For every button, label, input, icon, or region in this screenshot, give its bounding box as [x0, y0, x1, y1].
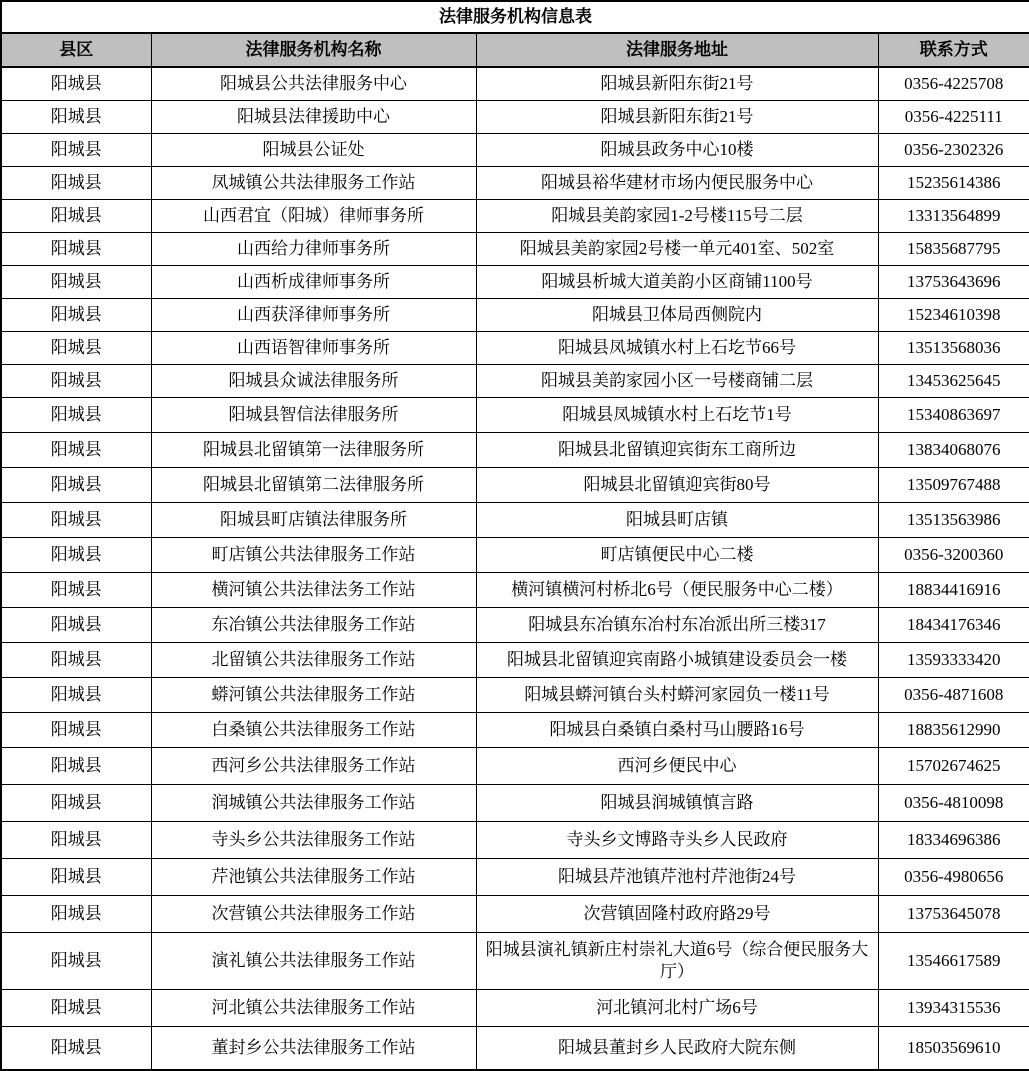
address-cell: 阳城县北留镇迎宾街东工商所边: [476, 432, 878, 467]
table-row: [1, 537, 1029, 572]
phone-cell: 15702674625: [878, 747, 1029, 784]
table-row: [1, 1026, 1029, 1070]
county-cell: 阳城县: [1, 989, 151, 1026]
org-name-cell: 阳城县众诚法律服务所: [151, 364, 476, 397]
table-row: [1, 331, 1029, 364]
county-cell: 阳城县: [1, 642, 151, 677]
address-cell: 阳城县凤城镇水村上石圪节66号: [476, 331, 878, 364]
phone-cell: 0356-4980656: [878, 858, 1029, 895]
address-cell: 阳城县新阳东街21号: [476, 67, 878, 100]
org-name-cell: 蟒河镇公共法律服务工作站: [151, 677, 476, 712]
org-name-cell: 町店镇公共法律服务工作站: [151, 537, 476, 572]
column-header-address: 法律服务地址: [476, 33, 878, 67]
table-row: [1, 989, 1029, 1026]
county-cell: 阳城县: [1, 502, 151, 537]
address-cell: 阳城县美韵家园1-2号楼115号二层: [476, 199, 878, 232]
phone-cell: 0356-4871608: [878, 677, 1029, 712]
phone-cell: 0356-3200360: [878, 537, 1029, 572]
org-name-cell: 白桑镇公共法律服务工作站: [151, 712, 476, 747]
column-header-county: 县区: [1, 33, 151, 67]
county-cell: 阳城县: [1, 747, 151, 784]
address-cell: 阳城县美韵家园小区一号楼商铺二层: [476, 364, 878, 397]
phone-cell: 0356-2302326: [878, 133, 1029, 166]
address-cell: 横河镇横河村桥北6号（便民服务中心二楼）: [476, 572, 878, 607]
county-cell: 阳城县: [1, 199, 151, 232]
address-cell: 阳城县凤城镇水村上石圪节1号: [476, 397, 878, 432]
county-cell: 阳城县: [1, 537, 151, 572]
county-cell: 阳城县: [1, 166, 151, 199]
table-row: [1, 67, 1029, 100]
org-name-cell: 阳城县智信法律服务所: [151, 397, 476, 432]
org-name-cell: 阳城县法律援助中心: [151, 100, 476, 133]
table-row: [1, 502, 1029, 537]
org-name-cell: 阳城县北留镇第一法律服务所: [151, 432, 476, 467]
table-row: [1, 432, 1029, 467]
county-cell: 阳城县: [1, 821, 151, 858]
org-name-cell: 凤城镇公共法律服务工作站: [151, 166, 476, 199]
org-name-cell: 芹池镇公共法律服务工作站: [151, 858, 476, 895]
address-cell: 阳城县蟒河镇台头村蟒河家园负一楼11号: [476, 677, 878, 712]
column-header-phone: 联系方式: [878, 33, 1029, 67]
org-name-cell: 阳城县北留镇第二法律服务所: [151, 467, 476, 502]
address-cell: 阳城县新阳东街21号: [476, 100, 878, 133]
address-cell: 阳城县析城大道美韵小区商铺1100号: [476, 265, 878, 298]
address-cell: 阳城县裕华建材市场内便民服务中心: [476, 166, 878, 199]
table-row: [1, 607, 1029, 642]
phone-cell: 18503569610: [878, 1026, 1029, 1070]
table-row: [1, 467, 1029, 502]
table-row: [1, 232, 1029, 265]
table-row: [1, 712, 1029, 747]
county-cell: 阳城县: [1, 784, 151, 821]
table-row: [1, 298, 1029, 331]
org-name-cell: 北留镇公共法律服务工作站: [151, 642, 476, 677]
phone-cell: 13509767488: [878, 467, 1029, 502]
phone-cell: 13834068076: [878, 432, 1029, 467]
phone-cell: 18334696386: [878, 821, 1029, 858]
org-name-cell: 演礼镇公共法律服务工作站: [151, 932, 476, 989]
phone-cell: 13593333420: [878, 642, 1029, 677]
county-cell: 阳城县: [1, 932, 151, 989]
address-cell: 阳城县北留镇迎宾街80号: [476, 467, 878, 502]
org-name-cell: 横河镇公共法律法务工作站: [151, 572, 476, 607]
table-header-row: [1, 33, 1029, 67]
address-cell: 阳城县白桑镇白桑村马山腰路16号: [476, 712, 878, 747]
table-row: [1, 166, 1029, 199]
phone-cell: 13453625645: [878, 364, 1029, 397]
table-row: [1, 199, 1029, 232]
org-name-cell: 东冶镇公共法律服务工作站: [151, 607, 476, 642]
org-name-cell: 阳城县公证处: [151, 133, 476, 166]
org-name-cell: 润城镇公共法律服务工作站: [151, 784, 476, 821]
address-cell: 次营镇固隆村政府路29号: [476, 895, 878, 932]
table-row: [1, 642, 1029, 677]
org-name-cell: 山西析成律师事务所: [151, 265, 476, 298]
table-row: [1, 747, 1029, 784]
county-cell: 阳城县: [1, 432, 151, 467]
table-row: [1, 397, 1029, 432]
county-cell: 阳城县: [1, 100, 151, 133]
phone-cell: 13934315536: [878, 989, 1029, 1026]
table-row: [1, 364, 1029, 397]
org-name-cell: 阳城县町店镇法律服务所: [151, 502, 476, 537]
org-name-cell: 河北镇公共法律服务工作站: [151, 989, 476, 1026]
phone-cell: 18835612990: [878, 712, 1029, 747]
phone-cell: 13546617589: [878, 932, 1029, 989]
org-name-cell: 阳城县公共法律服务中心: [151, 67, 476, 100]
county-cell: 阳城县: [1, 858, 151, 895]
county-cell: 阳城县: [1, 607, 151, 642]
county-cell: 阳城县: [1, 677, 151, 712]
county-cell: 阳城县: [1, 397, 151, 432]
county-cell: 阳城县: [1, 467, 151, 502]
table-row: [1, 821, 1029, 858]
table-title-row: [1, 1, 1029, 33]
phone-cell: 0356-4810098: [878, 784, 1029, 821]
phone-cell: 13513563986: [878, 502, 1029, 537]
county-cell: 阳城县: [1, 364, 151, 397]
address-cell: 寺头乡文博路寺头乡人民政府: [476, 821, 878, 858]
county-cell: 阳城县: [1, 331, 151, 364]
phone-cell: 13313564899: [878, 199, 1029, 232]
org-name-cell: 山西君宜（阳城）律师事务所: [151, 199, 476, 232]
address-cell: 阳城县董封乡人民政府大院东侧: [476, 1026, 878, 1070]
table-title: 法律服务机构信息表: [1, 1, 1029, 33]
county-cell: 阳城县: [1, 265, 151, 298]
table-row: [1, 265, 1029, 298]
address-cell: 阳城县北留镇迎宾南路小城镇建设委员会一楼: [476, 642, 878, 677]
table-row: [1, 858, 1029, 895]
phone-cell: 15340863697: [878, 397, 1029, 432]
address-cell: 阳城县芹池镇芹池村芹池街24号: [476, 858, 878, 895]
county-cell: 阳城县: [1, 1026, 151, 1070]
phone-cell: 15835687795: [878, 232, 1029, 265]
org-name-cell: 山西获泽律师事务所: [151, 298, 476, 331]
org-name-cell: 董封乡公共法律服务工作站: [151, 1026, 476, 1070]
county-cell: 阳城县: [1, 133, 151, 166]
address-cell: 阳城县美韵家园2号楼一单元401室、502室: [476, 232, 878, 265]
address-cell: 阳城县东冶镇东冶村东冶派出所三楼317: [476, 607, 878, 642]
table-row: [1, 784, 1029, 821]
address-cell: 阳城县町店镇: [476, 502, 878, 537]
table-body: [1, 67, 1029, 1070]
phone-cell: 18434176346: [878, 607, 1029, 642]
org-name-cell: 西河乡公共法律服务工作站: [151, 747, 476, 784]
column-header-org-name: 法律服务机构名称: [151, 33, 476, 67]
phone-cell: 15235614386: [878, 166, 1029, 199]
county-cell: 阳城县: [1, 67, 151, 100]
address-cell: 阳城县卫体局西侧院内: [476, 298, 878, 331]
address-cell: 西河乡便民中心: [476, 747, 878, 784]
org-name-cell: 山西给力律师事务所: [151, 232, 476, 265]
table-row: [1, 100, 1029, 133]
table-row: [1, 677, 1029, 712]
address-cell: 阳城县演礼镇新庄村崇礼大道6号（综合便民服务大厅）: [476, 932, 878, 989]
phone-cell: 0356-4225708: [878, 67, 1029, 100]
address-cell: 阳城县政务中心10楼: [476, 133, 878, 166]
table-row: [1, 133, 1029, 166]
table-row: [1, 572, 1029, 607]
phone-cell: 13513568036: [878, 331, 1029, 364]
org-name-cell: 山西语智律师事务所: [151, 331, 476, 364]
phone-cell: 13753643696: [878, 265, 1029, 298]
county-cell: 阳城县: [1, 298, 151, 331]
org-name-cell: 寺头乡公共法律服务工作站: [151, 821, 476, 858]
county-cell: 阳城县: [1, 232, 151, 265]
phone-cell: 18834416916: [878, 572, 1029, 607]
phone-cell: 13753645078: [878, 895, 1029, 932]
address-cell: 阳城县润城镇慎言路: [476, 784, 878, 821]
table-row: [1, 932, 1029, 989]
county-cell: 阳城县: [1, 572, 151, 607]
table-row: [1, 895, 1029, 932]
county-cell: 阳城县: [1, 712, 151, 747]
address-cell: 町店镇便民中心二楼: [476, 537, 878, 572]
county-cell: 阳城县: [1, 895, 151, 932]
phone-cell: 15234610398: [878, 298, 1029, 331]
org-name-cell: 次营镇公共法律服务工作站: [151, 895, 476, 932]
address-cell: 河北镇河北村广场6号: [476, 989, 878, 1026]
phone-cell: 0356-4225111: [878, 100, 1029, 133]
